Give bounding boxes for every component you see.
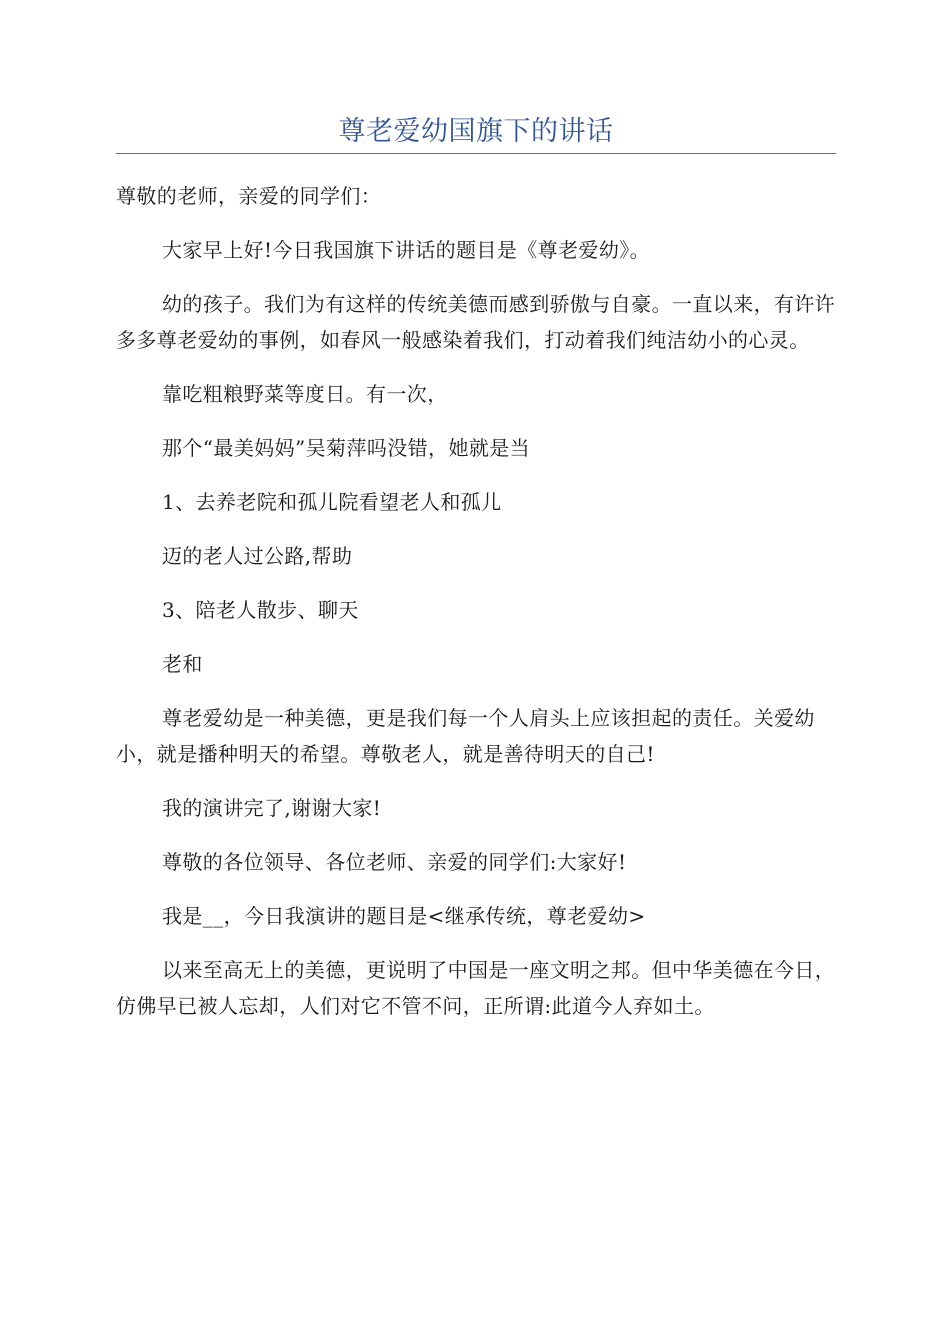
paragraph-salutation: 尊敬的老师，亲爱的同学们： [116,184,382,208]
document-title: 尊老爱幼国旗下的讲话 [338,116,614,147]
paragraph-civilization: 以来至高无上的美德，更说明了中国是一座文明之邦。但中华美德在今日，仿佛早已被人忘却，人们对它不管不问，正所谓:此道今人弃如土。 [116,958,836,1018]
paragraph-second-salutation: 尊敬的各位领导、各位老师、亲爱的同学们:大家好! [162,850,627,874]
paragraph-fragment: 老和 [162,652,203,676]
paragraph-second-topic: 我是__，今日我演讲的题目是<继承传统，尊老爱幼> [162,904,646,928]
document-body [116,178,836,1042]
paragraph-virtue: 尊老爱幼是一种美德，更是我们每一个人肩头上应该担起的责任。关爱幼小，就是播种明天的希望。尊敬老人，就是善待明天的自己! [116,706,815,766]
paragraph-best-mother: 那个“最美妈妈”吴菊萍吗没错，她就是当 [162,436,531,460]
title-underline [116,153,836,154]
list-item-1: 1、去养老院和孤儿院看望老人和孤儿 [162,490,502,514]
list-item-2: 迈的老人过公路,帮助 [162,544,353,568]
paragraph-hardship: 靠吃粗粮野菜等度日。有一次， [162,382,448,406]
paragraph-greeting: 大家早上好!今日我国旗下讲话的题目是《尊老爱幼》。 [162,238,651,262]
paragraph-closing: 我的演讲完了,谢谢大家! [162,796,382,820]
list-item-3: 3、陪老人散步、聊天 [162,598,359,622]
paragraph-tradition: 幼的孩子。我们为有这样的传统美德而感到骄傲与自豪。一直以来，有许许多多尊老爱幼的事例，如春风一般感染着我们，打动着我们纯洁幼小的心灵。 [116,292,836,352]
